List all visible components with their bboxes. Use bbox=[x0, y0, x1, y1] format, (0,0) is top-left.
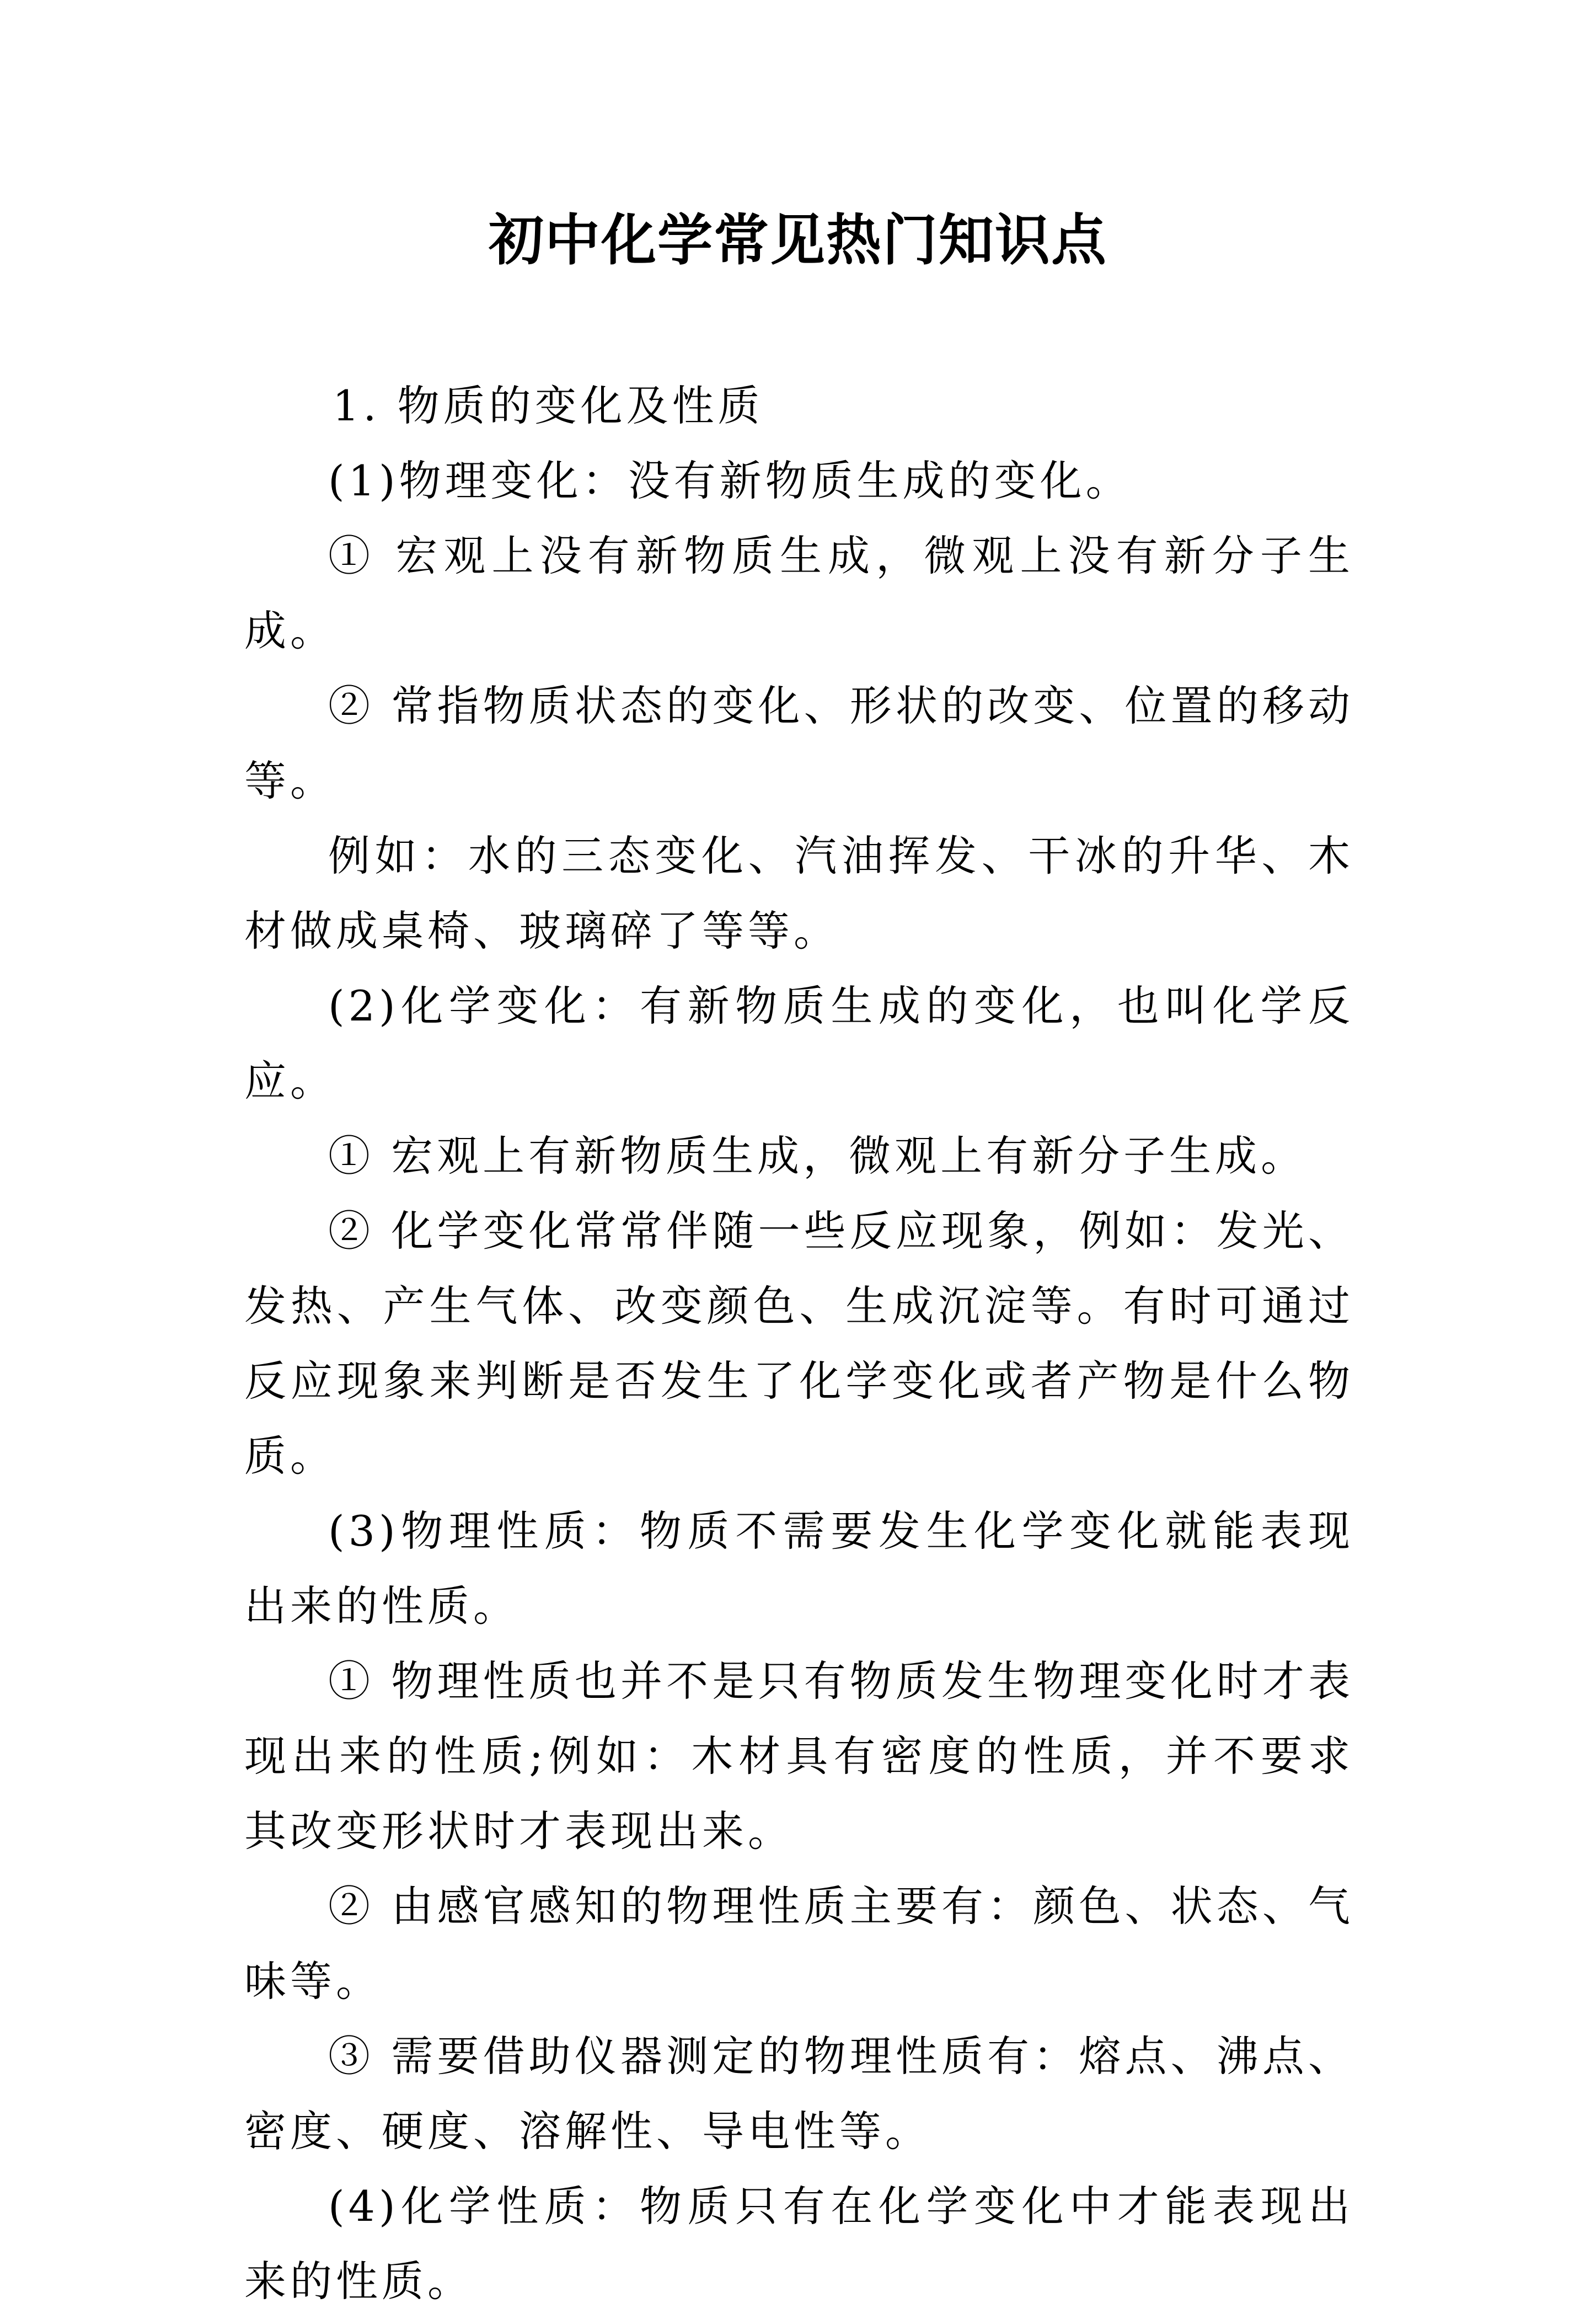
paragraph: ③ 需要借助仪器测定的物理性质有：熔点、沸点、密度、硬度、溶解性、导电性等。 bbox=[244, 2032, 1354, 2156]
paragraph: (1)物理变化：没有新物质生成的变化。 bbox=[328, 456, 1132, 505]
paragraph: ① 物理性质也并不是只有物质发生物理变化时才表现出来的性质;例如：木材具有密度的性质，并不要求其改变形状时才表现出来。 bbox=[244, 1657, 1354, 1856]
document-title: 初中化学常见热门知识点 bbox=[489, 207, 1107, 272]
paragraph: (4)化学性质：物质只有在化学变化中才能表现出来的性质。 bbox=[244, 2182, 1354, 2306]
paragraph: ② 常指物质状态的变化、形状的改变、位置的移动等。 bbox=[244, 681, 1354, 805]
paragraph: ② 由感官感知的物理性质主要有：颜色、状态、气味等。 bbox=[244, 1882, 1354, 2006]
paragraph: ② 化学变化常常伴随一些反应现象，例如：发光、发热、产生气体、改变颜色、生成沉淀等。有时可通过反应现象来判断是否发生了化学变化或者产物是什么物质。 bbox=[244, 1206, 1354, 1481]
document-body bbox=[244, 368, 1354, 2319]
paragraph: (3)物理性质：物质不需要发生化学变化就能表现出来的性质。 bbox=[244, 1506, 1354, 1631]
paragraph: ① 宏观上没有新物质生成，微观上没有新分子生成。 bbox=[244, 531, 1354, 655]
paragraph: ① 宏观上有新物质生成，微观上有新分子生成。 bbox=[328, 1131, 1307, 1180]
paragraph: 例如：水的三态变化、汽油挥发、干冰的升华、木材做成桌椅、玻璃碎了等等。 bbox=[244, 831, 1354, 955]
paragraph: (2)化学变化：有新物质生成的变化，也叫化学反应。 bbox=[244, 981, 1354, 1105]
section-heading: 1. 物质的变化及性质 bbox=[333, 381, 764, 430]
